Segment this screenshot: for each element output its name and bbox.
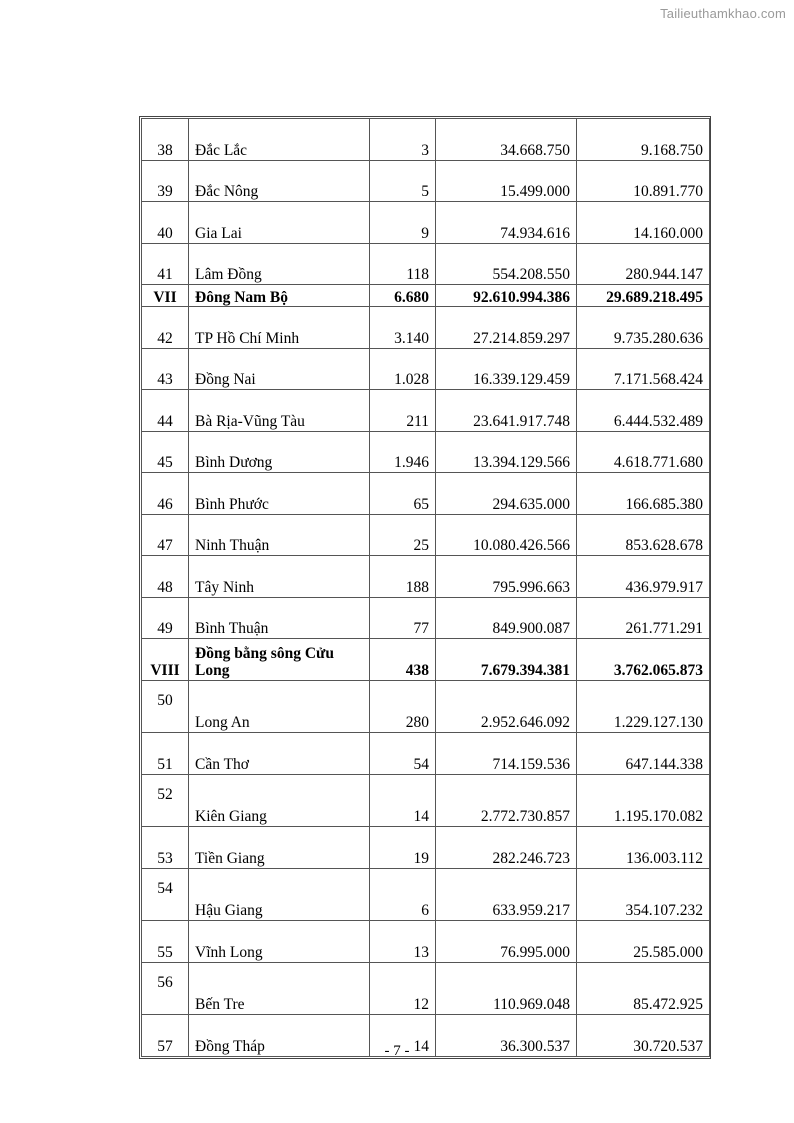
row-number: 49 bbox=[142, 597, 189, 639]
value-2: 136.003.112 bbox=[577, 827, 710, 869]
value-1: 633.959.217 bbox=[436, 868, 577, 921]
province-name: Cần Thơ bbox=[189, 733, 370, 775]
count-value: 1.946 bbox=[370, 431, 436, 473]
value-1: 554.208.550 bbox=[436, 243, 577, 285]
value-2: 14.160.000 bbox=[577, 202, 710, 244]
table-row bbox=[142, 160, 710, 202]
value-1: 110.969.048 bbox=[436, 962, 577, 1015]
table-row bbox=[142, 390, 710, 432]
table-row bbox=[142, 243, 710, 285]
value-2: 280.944.147 bbox=[577, 243, 710, 285]
table-row bbox=[142, 514, 710, 556]
value-2: 7.171.568.424 bbox=[577, 348, 710, 390]
table-row bbox=[142, 202, 710, 244]
table-row bbox=[142, 733, 710, 775]
region-value-1: 92.610.994.386 bbox=[436, 285, 577, 307]
province-name: Đắc Nông bbox=[189, 160, 370, 202]
table-row bbox=[142, 962, 710, 1015]
page-number: - 7 - bbox=[384, 1043, 410, 1059]
region-value-2: 3.762.065.873 bbox=[577, 639, 710, 681]
value-2: 85.472.925 bbox=[577, 962, 710, 1015]
count-value: 118 bbox=[370, 243, 436, 285]
value-1: 849.900.087 bbox=[436, 597, 577, 639]
table-row bbox=[142, 556, 710, 598]
value-2: 10.891.770 bbox=[577, 160, 710, 202]
table-row bbox=[142, 680, 710, 733]
value-2: 9.735.280.636 bbox=[577, 307, 710, 349]
row-number: 54 bbox=[142, 868, 189, 921]
count-value: 25 bbox=[370, 514, 436, 556]
value-2: 436.979.917 bbox=[577, 556, 710, 598]
value-1: 795.996.663 bbox=[436, 556, 577, 598]
region-count: 438 bbox=[370, 639, 436, 681]
row-number: 46 bbox=[142, 473, 189, 515]
count-value: 77 bbox=[370, 597, 436, 639]
count-value: 12 bbox=[370, 962, 436, 1015]
row-number: 44 bbox=[142, 390, 189, 432]
region-row bbox=[142, 285, 710, 307]
region-value-1: 7.679.394.381 bbox=[436, 639, 577, 681]
row-number: 56 bbox=[142, 962, 189, 1015]
province-name: Gia Lai bbox=[189, 202, 370, 244]
table-row bbox=[142, 597, 710, 639]
count-value: 1.028 bbox=[370, 348, 436, 390]
province-name: Hậu Giang bbox=[189, 868, 370, 921]
value-1: 2.952.646.092 bbox=[436, 680, 577, 733]
region-number: VIII bbox=[142, 639, 189, 681]
count-value: 3.140 bbox=[370, 307, 436, 349]
row-number: 42 bbox=[142, 307, 189, 349]
value-1: 13.394.129.566 bbox=[436, 431, 577, 473]
value-2: 25.585.000 bbox=[577, 921, 710, 963]
row-number: 48 bbox=[142, 556, 189, 598]
value-2: 1.229.127.130 bbox=[577, 680, 710, 733]
value-2: 354.107.232 bbox=[577, 868, 710, 921]
region-count: 6.680 bbox=[370, 285, 436, 307]
row-number: 38 bbox=[142, 119, 189, 161]
province-name: Bình Thuận bbox=[189, 597, 370, 639]
count-value: 13 bbox=[370, 921, 436, 963]
watermark: Tailieuthamkhao.com bbox=[660, 6, 786, 21]
row-number: 52 bbox=[142, 774, 189, 827]
province-name: Đắc Lắc bbox=[189, 119, 370, 161]
value-2: 853.628.678 bbox=[577, 514, 710, 556]
count-value: 54 bbox=[370, 733, 436, 775]
count-value: 65 bbox=[370, 473, 436, 515]
count-value: 9 bbox=[370, 202, 436, 244]
value-1: 74.934.616 bbox=[436, 202, 577, 244]
region-row bbox=[142, 639, 710, 681]
value-1: 23.641.917.748 bbox=[436, 390, 577, 432]
province-name: Tiền Giang bbox=[189, 827, 370, 869]
value-2: 30.720.537 bbox=[577, 1015, 710, 1057]
value-1: 10.080.426.566 bbox=[436, 514, 577, 556]
table-row bbox=[142, 473, 710, 515]
province-name: Đồng Tháp bbox=[189, 1015, 370, 1057]
row-number: 39 bbox=[142, 160, 189, 202]
value-1: 15.499.000 bbox=[436, 160, 577, 202]
province-name: TP Hồ Chí Minh bbox=[189, 307, 370, 349]
region-name: Đông Nam Bộ bbox=[189, 285, 370, 307]
count-value: 14 bbox=[370, 774, 436, 827]
value-1: 2.772.730.857 bbox=[436, 774, 577, 827]
row-number: 41 bbox=[142, 243, 189, 285]
count-value: 6 bbox=[370, 868, 436, 921]
table-row bbox=[142, 119, 710, 161]
province-name: Bình Phước bbox=[189, 473, 370, 515]
table-row bbox=[142, 774, 710, 827]
count-value: 19 bbox=[370, 827, 436, 869]
value-2: 1.195.170.082 bbox=[577, 774, 710, 827]
table-row bbox=[142, 921, 710, 963]
province-name: Bà Rịa-Vũng Tàu bbox=[189, 390, 370, 432]
value-2: 166.685.380 bbox=[577, 473, 710, 515]
table-row bbox=[142, 868, 710, 921]
value-2: 4.618.771.680 bbox=[577, 431, 710, 473]
province-name: Long An bbox=[189, 680, 370, 733]
value-1: 294.635.000 bbox=[436, 473, 577, 515]
value-1: 714.159.536 bbox=[436, 733, 577, 775]
region-number: VII bbox=[142, 285, 189, 307]
table-row bbox=[142, 307, 710, 349]
value-2: 6.444.532.489 bbox=[577, 390, 710, 432]
table-row bbox=[142, 431, 710, 473]
value-1: 76.995.000 bbox=[436, 921, 577, 963]
count-value: 280 bbox=[370, 680, 436, 733]
province-name: Kiên Giang bbox=[189, 774, 370, 827]
row-number: 50 bbox=[142, 680, 189, 733]
statistics-table bbox=[139, 116, 711, 1059]
value-2: 647.144.338 bbox=[577, 733, 710, 775]
value-1: 34.668.750 bbox=[436, 119, 577, 161]
count-value: 211 bbox=[370, 390, 436, 432]
value-1: 282.246.723 bbox=[436, 827, 577, 869]
region-value-2: 29.689.218.495 bbox=[577, 285, 710, 307]
count-value: 14 bbox=[370, 1015, 436, 1057]
row-number: 40 bbox=[142, 202, 189, 244]
count-value: 3 bbox=[370, 119, 436, 161]
province-name: Vĩnh Long bbox=[189, 921, 370, 963]
table-row bbox=[142, 827, 710, 869]
province-name: Ninh Thuận bbox=[189, 514, 370, 556]
row-number: 47 bbox=[142, 514, 189, 556]
count-value: 188 bbox=[370, 556, 436, 598]
count-value: 5 bbox=[370, 160, 436, 202]
row-number: 45 bbox=[142, 431, 189, 473]
row-number: 53 bbox=[142, 827, 189, 869]
value-1: 16.339.129.459 bbox=[436, 348, 577, 390]
value-2: 261.771.291 bbox=[577, 597, 710, 639]
province-name: Tây Ninh bbox=[189, 556, 370, 598]
province-name: Lâm Đồng bbox=[189, 243, 370, 285]
value-1: 27.214.859.297 bbox=[436, 307, 577, 349]
row-number: 55 bbox=[142, 921, 189, 963]
province-name: Bình Dương bbox=[189, 431, 370, 473]
province-name: Bến Tre bbox=[189, 962, 370, 1015]
value-2: 9.168.750 bbox=[577, 119, 710, 161]
value-1: 36.300.537 bbox=[436, 1015, 577, 1057]
row-number: 57 bbox=[142, 1015, 189, 1057]
province-name: Đồng Nai bbox=[189, 348, 370, 390]
row-number: 43 bbox=[142, 348, 189, 390]
table-row bbox=[142, 348, 710, 390]
row-number: 51 bbox=[142, 733, 189, 775]
region-name: Đồng bằng sông Cửu Long bbox=[189, 639, 370, 681]
